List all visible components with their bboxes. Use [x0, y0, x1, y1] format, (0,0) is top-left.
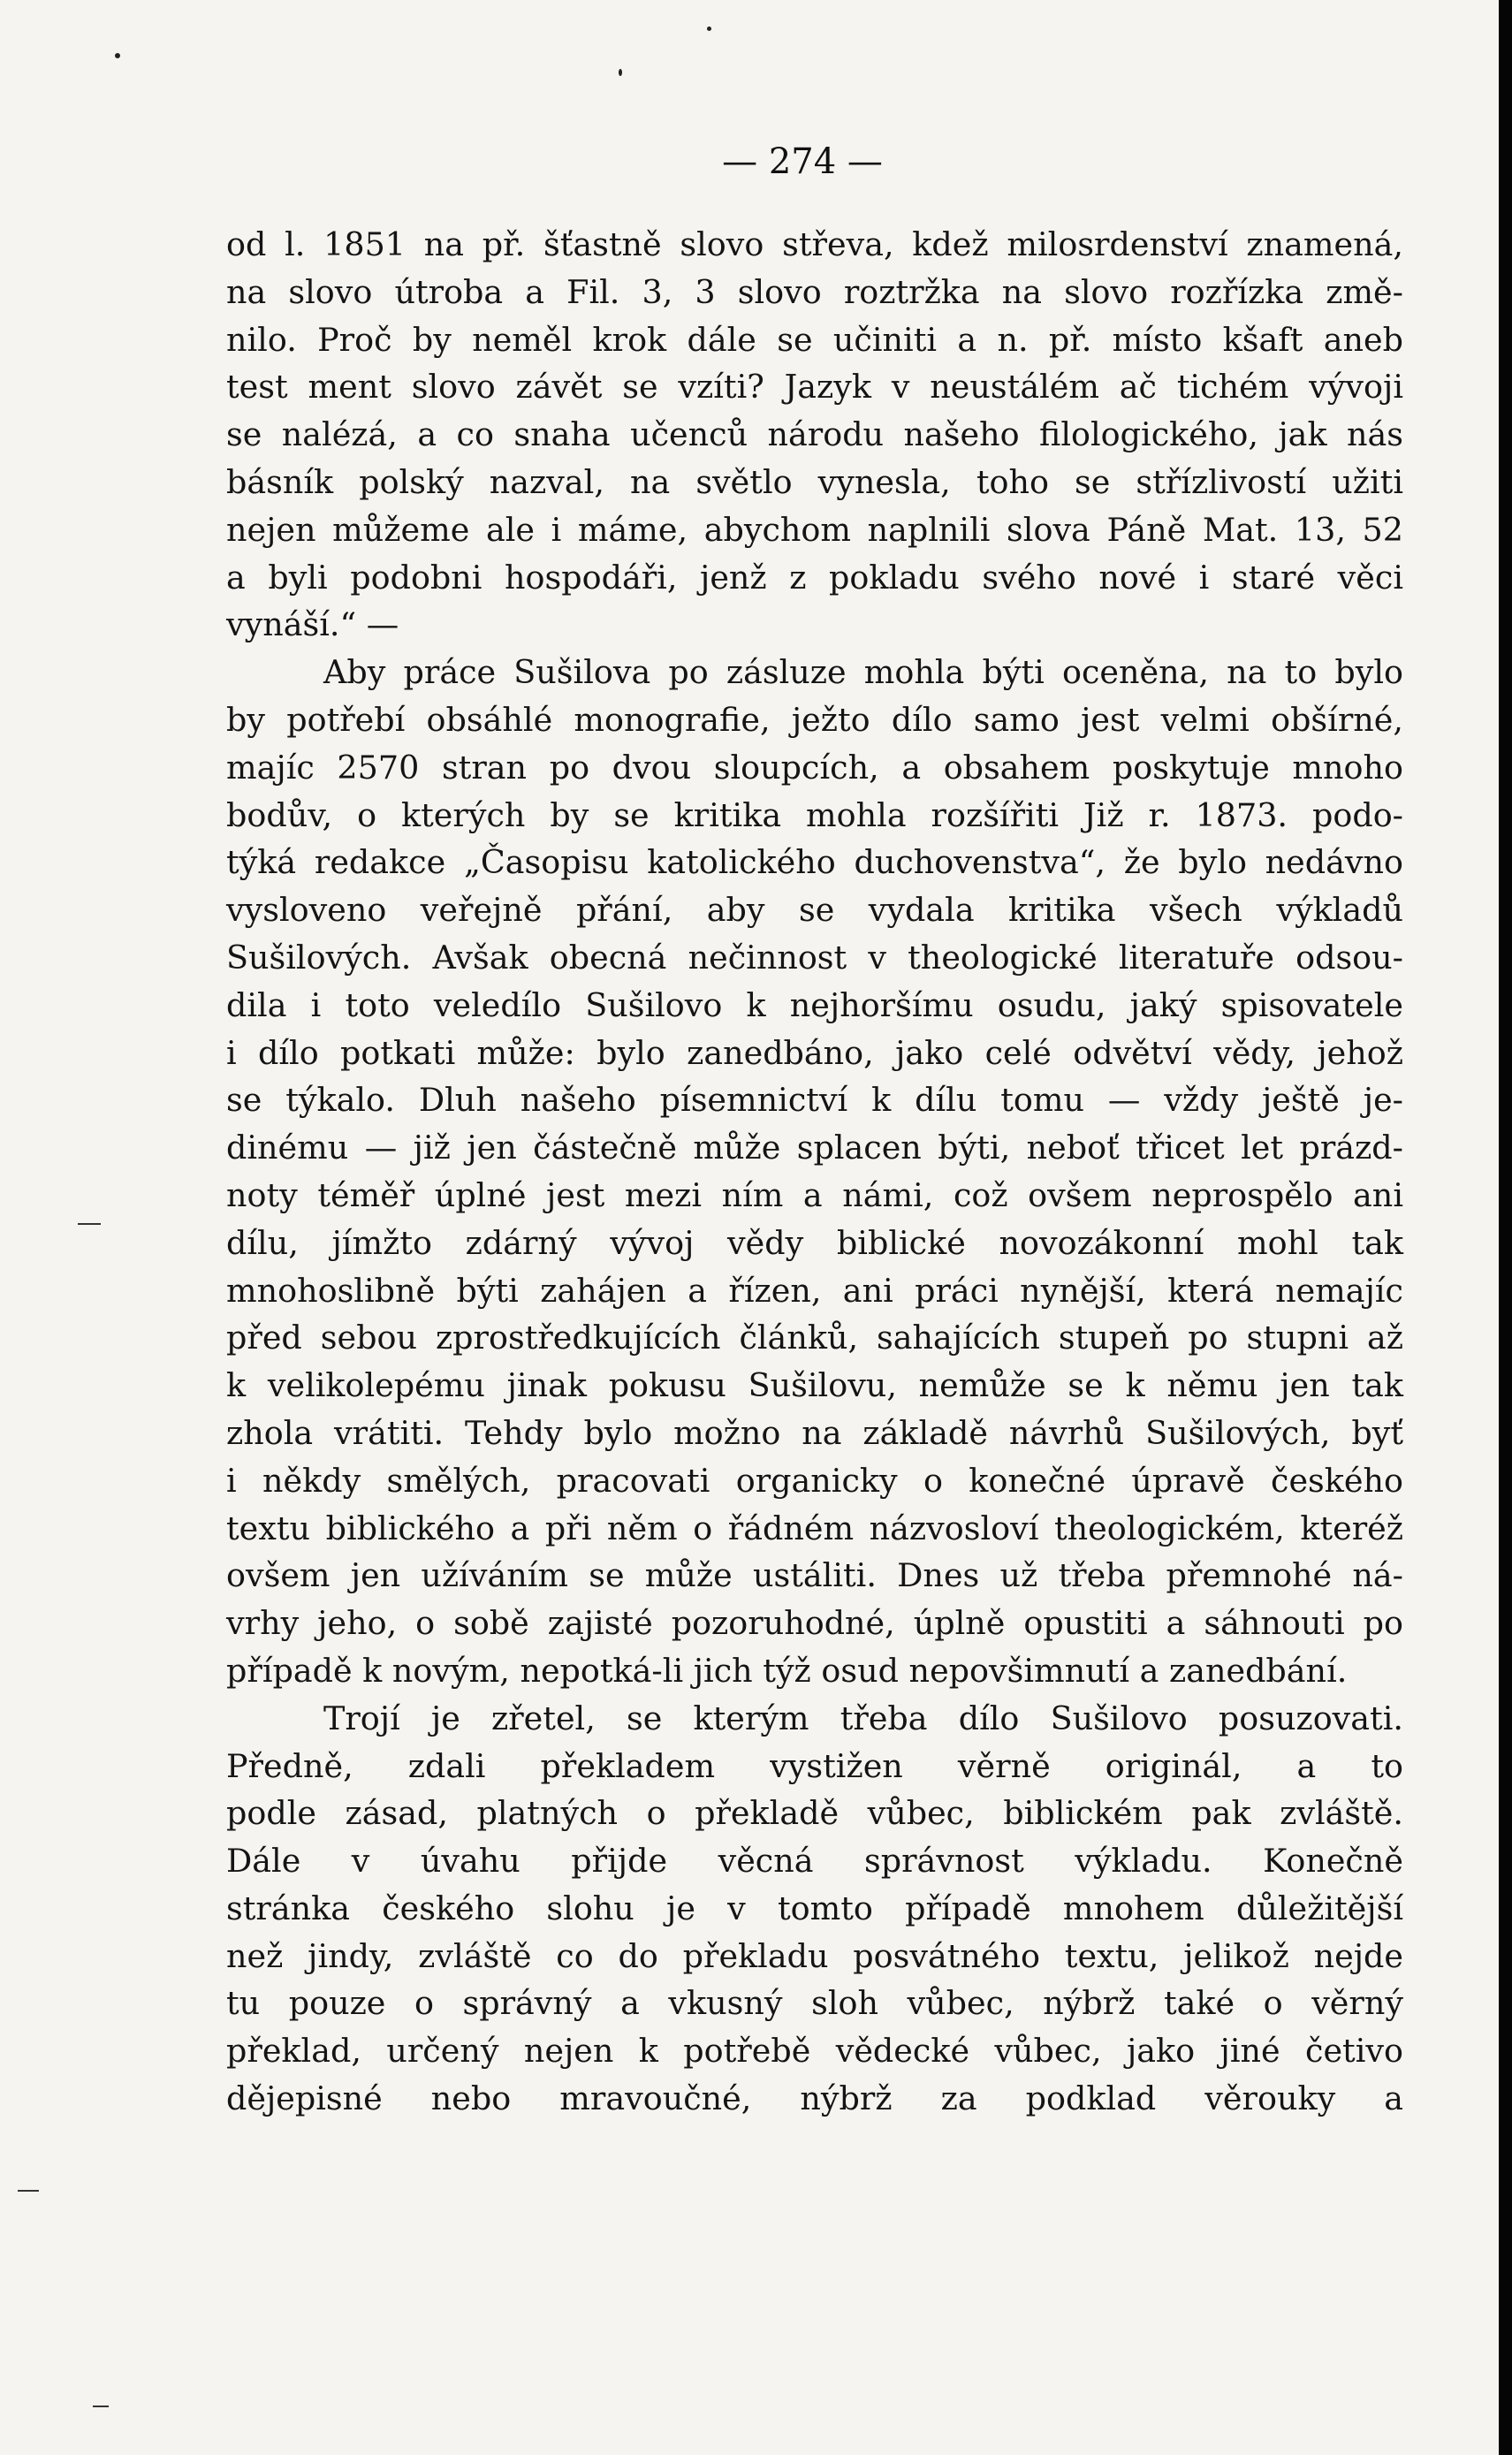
text-line: ovšem jen užíváním se může ustáliti. Dnes už třeba přemnohé ná- [226, 1556, 1403, 1595]
text-line: se nalézá, a co snaha učenců národu našeho filologického, jak nás [226, 415, 1403, 454]
text-line: vrhy jeho, o sobě zajisté pozoruhodné, úplně opustiti a sáhnouti po [226, 1604, 1403, 1643]
margin-mark [78, 1223, 101, 1225]
text-line: na slovo útroba a Fil. 3, 3 slovo roztržka na slovo rozřízka změ- [226, 272, 1403, 311]
paragraph-start: Aby práce Sušilova po zásluze mohla býti oceněna, na to bylo [323, 653, 1403, 692]
text-line: i někdy smělých, pracovati organicky o konečné úpravě českého [226, 1461, 1403, 1500]
text-line: týká redakce „Časopisu katolického duchovenstva“, že bylo nedávno [226, 843, 1403, 882]
scan-speck [619, 69, 622, 76]
text-line: dinému — již jen částečně může splacen býti, neboť třicet let prázd- [226, 1129, 1403, 1167]
text-line: i dílo potkati může: bylo zanedbáno, jako celé odvětví vědy, jehož [226, 1033, 1403, 1072]
text-line: případě k novým, nepotká-li jich týž osud nepovšimnutí a zanedbání. [226, 1651, 1348, 1690]
text-line: Dále v úvahu přijde věcná správnost výkladu. Konečně [226, 1842, 1403, 1881]
text-line: vynáší.“ — [226, 605, 399, 644]
text-line: básník polský nazval, na světlo vynesla, toho se střízlivostí užiti [226, 462, 1403, 501]
margin-mark [93, 2406, 109, 2407]
text-line: a byli podobni hospodáři, jenž z pokladu svého nové i staré věci [226, 558, 1403, 597]
text-line: tu pouze o správný a vkusný sloh vůbec, nýbrž také o věrný [226, 1984, 1403, 2023]
text-line: dila i toto veledílo Sušilovo k nejhoršímu osudu, jaký spisovatele [226, 985, 1403, 1024]
scan-speck [707, 27, 711, 31]
text-line: než jindy, zvláště co do překladu posvátného textu, jelikož nejde [226, 1936, 1403, 1975]
text-line: dílu, jímžto zdárný vývoj vědy biblické novozákonní mohl tak [226, 1223, 1403, 1262]
text-line: se týkalo. Dluh našeho písemnictví k dílu tomu — vždy ještě je- [226, 1081, 1403, 1120]
text-line: mnohoslibně býti zahájen a řízen, ani práci nynější, která nemajíc [226, 1271, 1403, 1310]
text-line: vysloveno veřejně přání, aby se vydala kritika všech výkladů [226, 891, 1403, 930]
text-line: test ment slovo závět se vzíti? Jazyk v neustálém ač tichém vývoji [226, 368, 1403, 407]
text-line: před sebou zprostředkujících článků, sahajících stupeň po stupni až [226, 1319, 1403, 1357]
text-line: od l. 1851 na př. šťastně slovo střeva, kdež milosrdenství znamená, [226, 225, 1403, 263]
body-text [226, 221, 1403, 2123]
page-header [0, 141, 1499, 182]
text-line: bodův, o kterých by se kritika mohla rozšířiti Již r. 1873. podo- [226, 795, 1403, 834]
text-line: zhola vrátiti. Tehdy bylo možno na základě návrhů Sušilových, byť [226, 1413, 1403, 1452]
margin-mark [18, 2190, 39, 2192]
scan-speck [115, 53, 120, 58]
text-line: noty téměř úplné jest mezi ním a námi, což ovšem neprospělo ani [226, 1175, 1403, 1214]
text-line: podle zásad, platných o překladě vůbec, biblickém pak zvláště. [226, 1794, 1403, 1833]
scan-border [1499, 0, 1512, 2455]
text-line: textu biblického a při něm o řádném názvosloví theologickém, kteréž [226, 1509, 1403, 1547]
text-line: k velikolepému jinak pokusu Sušilovu, nemůže se k němu jen tak [226, 1366, 1403, 1405]
text-line: stránka českého slohu je v tomto případě mnohem důležitější [226, 1889, 1403, 1927]
text-line: majíc 2570 stran po dvou sloupcích, a obsahem poskytuje mnoho [226, 748, 1403, 787]
page-number: — 274 — [722, 141, 883, 182]
text-line: nilo. Proč by neměl krok dále se učiniti a n. př. místo kšaft aneb [226, 320, 1403, 359]
text-line: dějepisné nebo mravoučné, nýbrž za podklad věrouky a [226, 2079, 1403, 2118]
paragraph-start: Trojí je zřetel, se kterým třeba dílo Sušilovo posuzovati. [323, 1699, 1403, 1737]
text-line: překlad, určený nejen k potřebě vědecké vůbec, jako jiné četivo [226, 2032, 1403, 2071]
text-line: Sušilových. Avšak obecná nečinnost v theologické literatuře odsou- [226, 938, 1403, 977]
text-line: Předně, zdali překladem vystižen věrně originál, a to [226, 1746, 1403, 1785]
text-line: by potřebí obsáhlé monografie, ježto dílo samo jest velmi obšírné, [226, 700, 1403, 739]
text-line: nejen můžeme ale i máme, abychom naplnili slova Páně Mat. 13, 52 [226, 510, 1403, 549]
